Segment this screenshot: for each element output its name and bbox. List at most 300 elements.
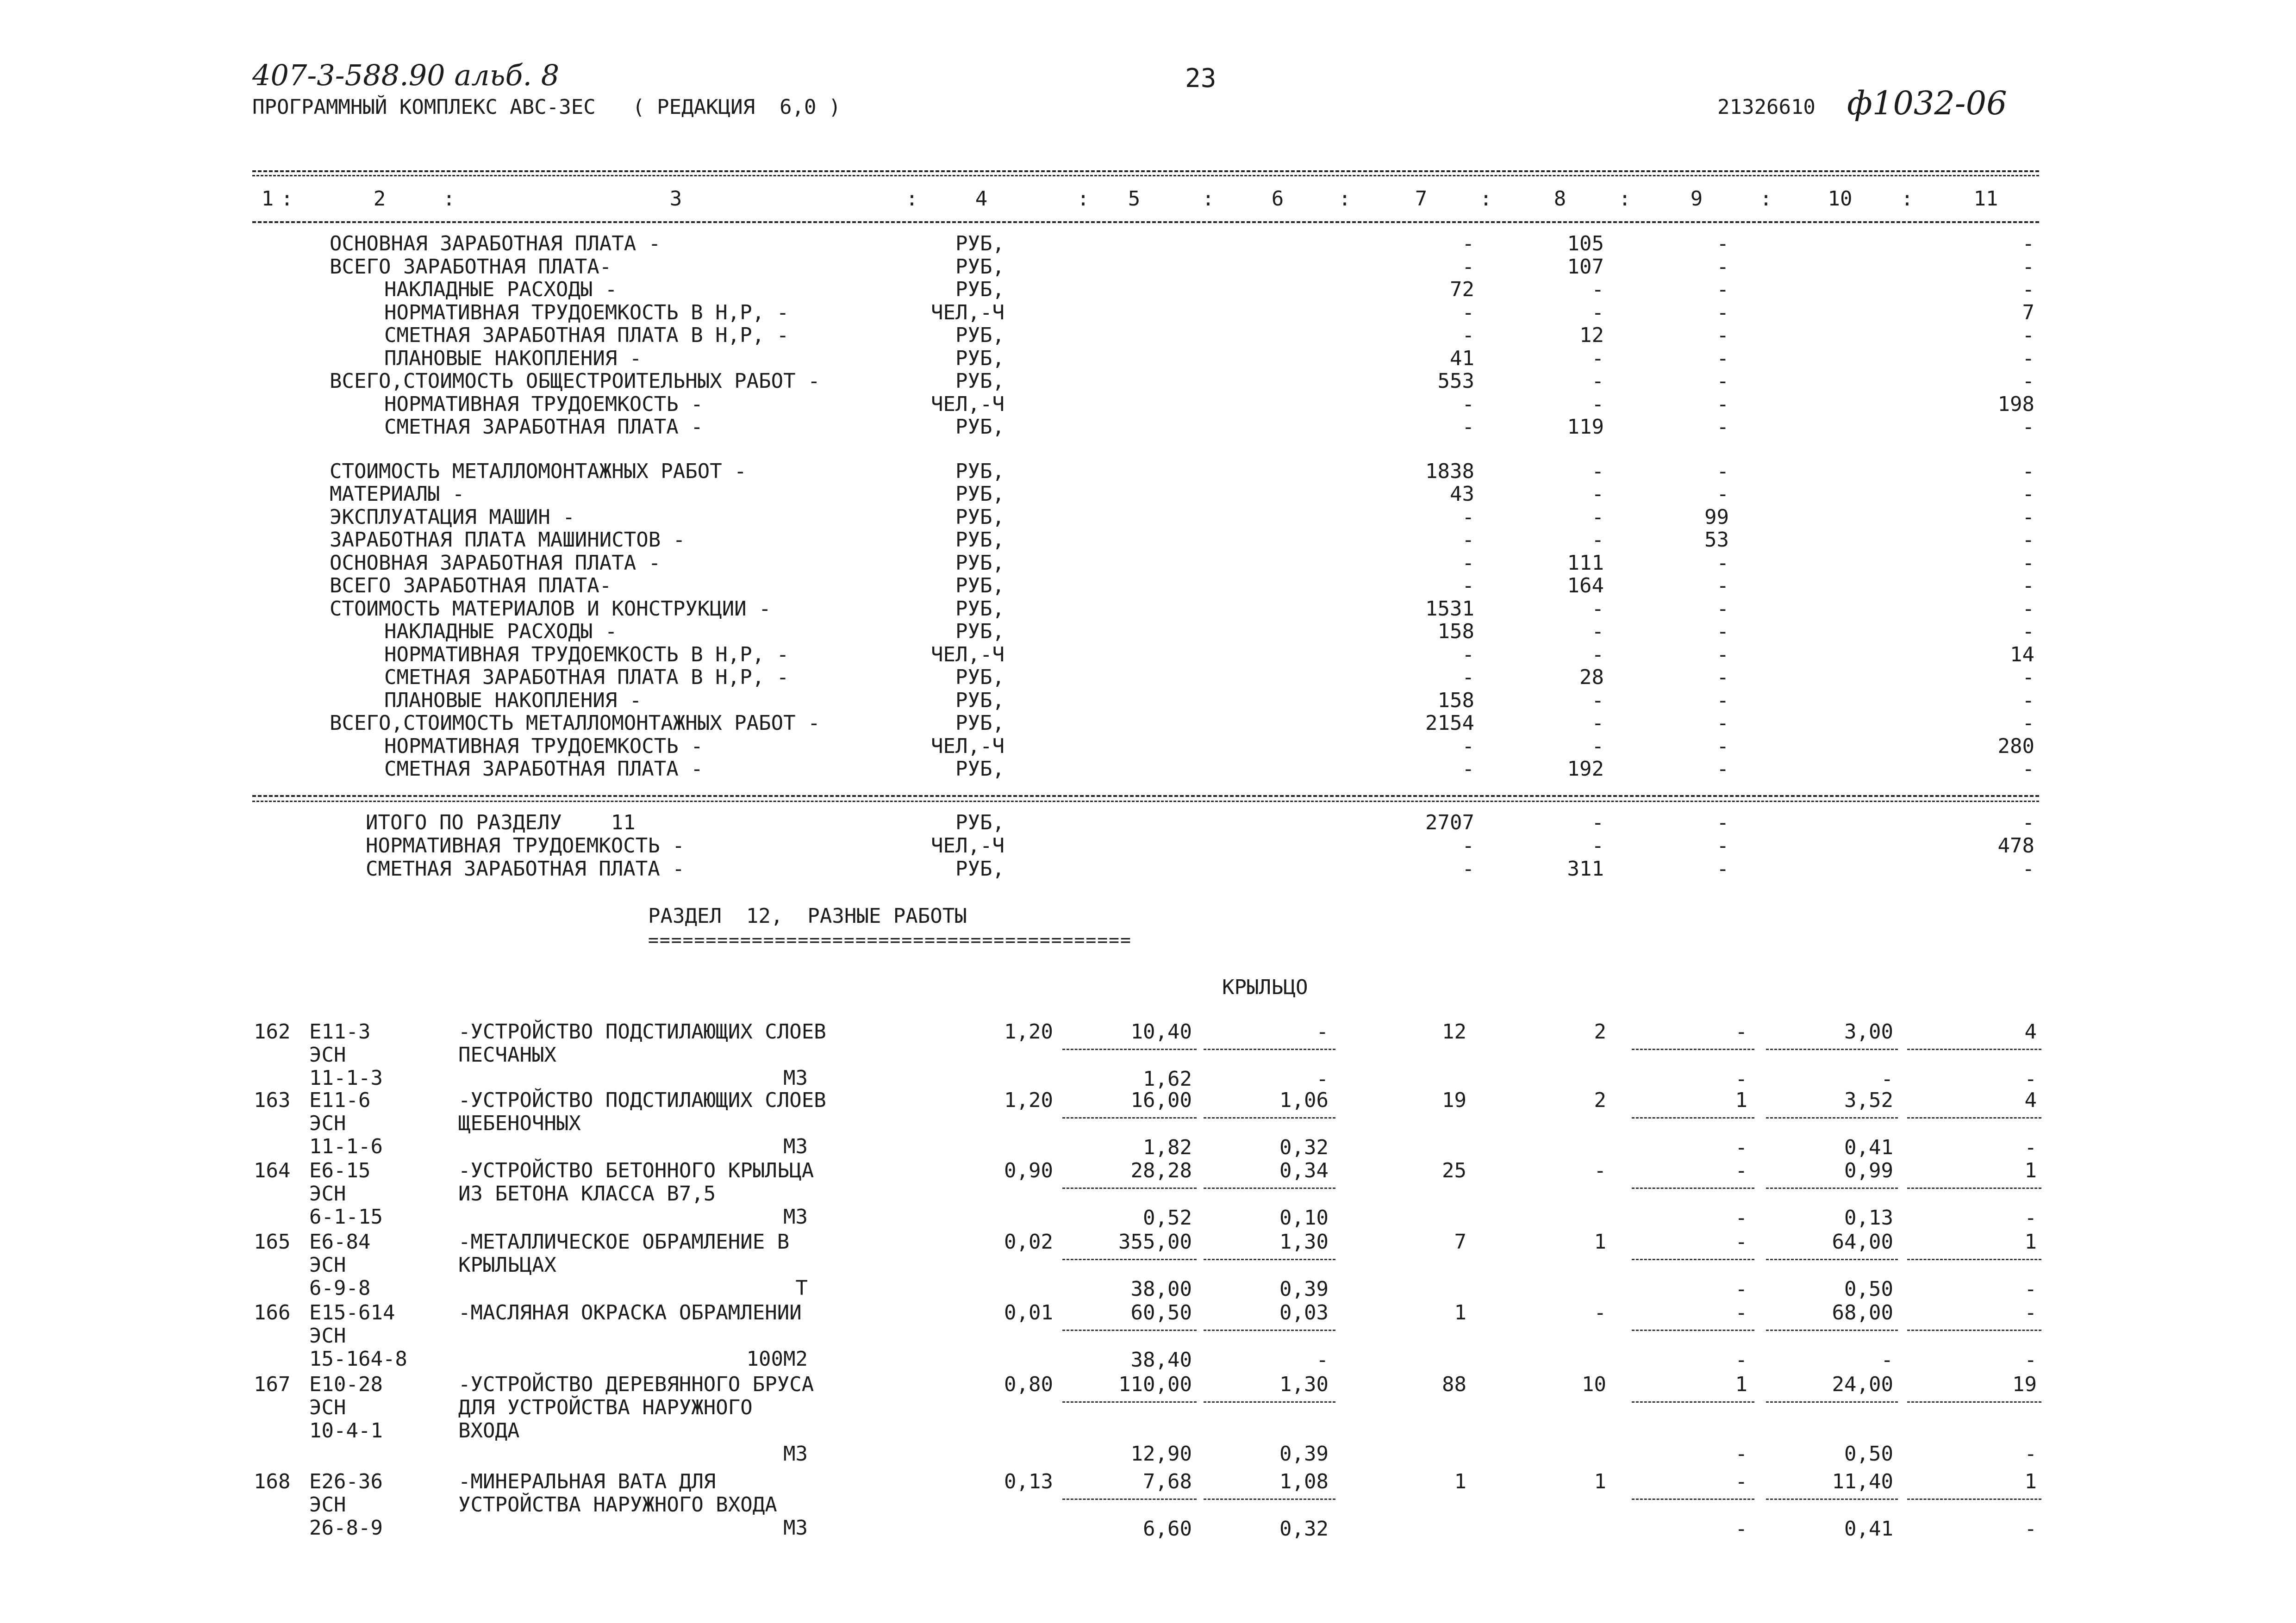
summary-col11: - (2022, 528, 2034, 552)
item-description-line: ЩЕБЕНОЧНЫХ (458, 1112, 581, 1135)
item-split-line (1204, 1259, 1335, 1260)
item-quantity: 0,90 (1004, 1159, 1053, 1182)
summary-col11: - (2022, 711, 2034, 735)
summary-col11: - (2022, 665, 2034, 689)
total-col7: - (1462, 857, 1474, 881)
summary-col9: - (1716, 665, 1729, 689)
summary-col11: - (2022, 323, 2034, 347)
item-split-line (1632, 1401, 1754, 1403)
summary-label: ЭКСПЛУАТАЦИЯ МАШИН - (330, 505, 575, 529)
summary-label: ОСНОВНАЯ ЗАРАБОТНАЯ ПЛАТА - (330, 551, 661, 575)
summary-label: НОРМАТИВНАЯ ТРУДОЕМКОСТЬ - (384, 392, 703, 416)
item-col10: 11,40 (1832, 1470, 1893, 1493)
subsection-title: КРЫЛЬЦО (1222, 976, 1308, 999)
summary-col8: - (1591, 528, 1604, 552)
column-header-3: 3 (669, 187, 682, 211)
summary-unit: РУБ, (955, 232, 1004, 255)
summary-label: ПЛАНОВЫЕ НАКОПЛЕНИЯ - (384, 688, 642, 712)
item-col11-sub: - (2024, 1442, 2037, 1466)
summary-col7: - (1462, 574, 1474, 597)
item-col9-sub: - (1735, 1277, 1747, 1301)
item-col9-sub: - (1735, 1348, 1747, 1372)
item-col6-price: - (1316, 1020, 1329, 1044)
item-col5-wage: 1,62 (1143, 1067, 1192, 1091)
item-col5-price: 355,00 (1118, 1230, 1192, 1254)
item-col11-sub: - (2024, 1277, 2037, 1301)
item-col9-sub: - (1735, 1517, 1747, 1541)
item-code-line: ЭСН (309, 1324, 346, 1348)
item-col7-total: 19 (1442, 1088, 1466, 1112)
item-split-line (1062, 1401, 1197, 1403)
summary-label: ВСЕГО,СТОИМОСТЬ ОБЩЕСТРОИТЕЛЬНЫХ РАБОТ - (330, 369, 820, 393)
item-col8: - (1594, 1301, 1606, 1325)
total-label: СМЕТНАЯ ЗАРАБОТНАЯ ПЛАТА - (366, 857, 685, 881)
item-col9: - (1735, 1230, 1747, 1254)
item-quantity: 0,01 (1004, 1301, 1053, 1325)
item-split-line (1907, 1188, 2041, 1189)
column-header-7: 7 (1415, 187, 1428, 211)
summary-unit: РУБ, (955, 597, 1004, 621)
summary-col8: - (1591, 597, 1604, 621)
summary-col7: - (1462, 665, 1474, 689)
item-split-line (1907, 1499, 2041, 1500)
document-code: 407-3-588.90 альб. 8 (252, 58, 560, 92)
summary-col8: 164 (1567, 574, 1604, 597)
header-rule-top2 (252, 175, 2039, 176)
item-col5-price: 16,00 (1130, 1088, 1192, 1112)
summary-col8: - (1591, 688, 1604, 712)
column-separator: : (905, 187, 918, 211)
item-split-line (1062, 1259, 1197, 1260)
summary-col8: - (1591, 459, 1604, 483)
total-col8: - (1591, 811, 1604, 834)
item-split-line (1062, 1188, 1197, 1189)
summary-col9: 99 (1704, 505, 1729, 529)
item-col10-sub: - (1881, 1348, 1893, 1372)
item-quantity: 0,13 (1004, 1470, 1053, 1493)
handwritten-stamp: ф1032-06 (1847, 84, 2007, 122)
summary-col8: - (1591, 620, 1604, 643)
item-split-line (1062, 1049, 1197, 1050)
item-code-line: ЭСН (309, 1396, 346, 1419)
summary-col7: 158 (1437, 688, 1474, 712)
summary-unit: РУБ, (955, 620, 1004, 643)
column-header-1: 1 (261, 187, 274, 211)
summary-label: СМЕТНАЯ ЗАРАБОТНАЯ ПЛАТА - (384, 757, 703, 781)
summary-col9: - (1716, 300, 1729, 324)
summary-col7: - (1462, 734, 1474, 758)
item-description-line: ИЗ БЕТОНА КЛАССА В7,5 (458, 1182, 716, 1206)
summary-col11: - (2022, 346, 2034, 370)
summary-col7: 43 (1450, 482, 1474, 506)
item-col10: 3,52 (1844, 1088, 1893, 1112)
item-col7-total: 25 (1442, 1159, 1466, 1182)
item-split-line (1766, 1259, 1898, 1260)
header-rule-bottom (252, 221, 2039, 223)
summary-col7: 41 (1450, 346, 1474, 370)
item-unit: 100М2 (746, 1347, 808, 1371)
summary-col11: - (2022, 255, 2034, 279)
summary-col11: - (2022, 574, 2034, 597)
item-col5-wage: 0,52 (1143, 1206, 1192, 1230)
summary-col11: - (2022, 597, 2034, 621)
column-header-8: 8 (1554, 187, 1566, 211)
item-number: 165 (254, 1230, 291, 1254)
summary-col11: 14 (2010, 642, 2034, 666)
item-number: 164 (254, 1159, 291, 1182)
item-number: 162 (254, 1020, 291, 1044)
summary-col11: - (2022, 620, 2034, 643)
summary-unit: РУБ, (955, 482, 1004, 506)
summary-label: СТОИМОСТЬ МАТЕРИАЛОВ И КОНСТРУКЦИИ - (330, 597, 771, 621)
summary-col7: 1531 (1425, 597, 1474, 621)
item-col9: - (1735, 1301, 1747, 1325)
item-col9-sub: - (1735, 1136, 1747, 1159)
item-col5-wage: 38,00 (1130, 1277, 1192, 1301)
summary-col8: - (1591, 278, 1604, 301)
summary-label: ОСНОВНАЯ ЗАРАБОТНАЯ ПЛАТА - (330, 232, 661, 255)
total-col9: - (1716, 811, 1729, 834)
summary-col8: - (1591, 711, 1604, 735)
item-col11: 1 (2024, 1470, 2037, 1493)
summary-label: ВСЕГО,СТОИМОСТЬ МЕТАЛЛОМОНТАЖНЫХ РАБОТ - (330, 711, 820, 735)
item-unit: М3 (783, 1516, 808, 1540)
summary-unit: ЧЕЛ,-Ч (931, 392, 1004, 416)
item-col8: 10 (1582, 1373, 1606, 1396)
column-separator: : (1077, 187, 1090, 211)
item-col6-price: 1,06 (1279, 1088, 1329, 1112)
item-col10: 3,00 (1844, 1020, 1893, 1044)
summary-col11: - (2022, 551, 2034, 575)
document-id: 21326610 (1717, 95, 1816, 119)
item-split-line (1204, 1117, 1335, 1119)
column-header-11: 11 (1973, 187, 1998, 211)
item-description-line: -МАСЛЯНАЯ ОКРАСКА ОБРАМЛЕНИИ (458, 1301, 802, 1325)
summary-col9: - (1716, 551, 1729, 575)
summary-label: СМЕТНАЯ ЗАРАБОТНАЯ ПЛАТА В Н,Р, - (384, 665, 789, 689)
summary-col9: 53 (1704, 528, 1729, 552)
item-code-line: Е15-614 (309, 1301, 395, 1325)
item-col7-total: 7 (1454, 1230, 1466, 1254)
summary-col9: - (1716, 642, 1729, 666)
column-separator: : (1901, 187, 1914, 211)
item-col11: 19 (2012, 1373, 2037, 1396)
item-col7-total: 1 (1454, 1470, 1466, 1493)
summary-col7: - (1462, 757, 1474, 781)
item-description-line: -МИНЕРАЛЬНАЯ ВАТА ДЛЯ (458, 1470, 716, 1493)
column-header-2: 2 (373, 187, 386, 211)
item-col9-sub: - (1735, 1442, 1747, 1466)
summary-unit: РУБ, (955, 459, 1004, 483)
item-col5-wage: 6,60 (1143, 1517, 1192, 1541)
summary-col8: - (1591, 482, 1604, 506)
summary-col9: - (1716, 620, 1729, 643)
summary-col8: 105 (1567, 232, 1604, 255)
item-col11-sub: - (2024, 1136, 2037, 1159)
page-number: 23 (1185, 63, 1217, 93)
summary-unit: ЧЕЛ,-Ч (931, 734, 1004, 758)
summary-label: СМЕТНАЯ ЗАРАБОТНАЯ ПЛАТА В Н,Р, - (384, 323, 789, 347)
summary-col8: - (1591, 642, 1604, 666)
item-col5-wage: 1,82 (1143, 1136, 1192, 1159)
column-separator: : (281, 187, 293, 211)
item-quantity: 0,02 (1004, 1230, 1053, 1254)
summary-label: НОРМАТИВНАЯ ТРУДОЕМКОСТЬ - (384, 734, 703, 758)
item-code-line: 6-9-8 (309, 1276, 371, 1300)
item-unit: М3 (783, 1442, 808, 1466)
total-unit: ЧЕЛ,-Ч (931, 834, 1004, 858)
item-code-line: Е11-6 (309, 1088, 371, 1112)
summary-col9: - (1716, 415, 1729, 439)
item-col7-total: 1 (1454, 1301, 1466, 1325)
total-col11: - (2022, 857, 2034, 881)
summary-col8: 192 (1567, 757, 1604, 781)
item-col5-wage: 12,90 (1130, 1442, 1192, 1466)
section-title: РАЗДЕЛ 12, РАЗНЫЕ РАБОТЫ (648, 904, 967, 928)
item-split-line (1062, 1117, 1197, 1119)
summary-unit: РУБ, (955, 278, 1004, 301)
summary-col9: - (1716, 323, 1729, 347)
total-col7: - (1462, 834, 1474, 858)
total-unit: РУБ, (955, 811, 1004, 834)
summary-label: НАКЛАДНЫЕ РАСХОДЫ - (384, 278, 618, 301)
item-col9: 1 (1735, 1373, 1747, 1396)
summary-col8: - (1591, 505, 1604, 529)
item-description-line: -УСТРОЙСТВО ДЕРЕВЯННОГО БРУСА (458, 1373, 814, 1396)
item-split-line (1766, 1401, 1898, 1403)
item-col9: - (1735, 1159, 1747, 1182)
item-description-line: -УСТРОЙСТВО ПОДСТИЛАЮЩИХ СЛОЕВ (458, 1020, 826, 1044)
item-split-line (1632, 1259, 1754, 1260)
item-col11-sub: - (2024, 1067, 2037, 1091)
item-split-line (1766, 1117, 1898, 1119)
item-code-line: 15-164-8 (309, 1347, 407, 1371)
item-col11-sub: - (2024, 1348, 2037, 1372)
column-header-5: 5 (1128, 187, 1141, 211)
item-split-line (1766, 1499, 1898, 1500)
summary-label: СТОИМОСТЬ МЕТАЛЛОМОНТАЖНЫХ РАБОТ - (330, 459, 747, 483)
item-unit: М3 (783, 1066, 808, 1090)
item-unit: М3 (783, 1205, 808, 1229)
item-col7-total: 88 (1442, 1373, 1466, 1396)
summary-unit: РУБ, (955, 255, 1004, 279)
item-description-line: -УСТРОЙСТВО ПОДСТИЛАЮЩИХ СЛОЕВ (458, 1088, 826, 1112)
item-col10-sub: - (1881, 1067, 1893, 1091)
item-code-line: ЭСН (309, 1253, 346, 1277)
summary-col7: - (1462, 300, 1474, 324)
summary-col7: 553 (1437, 369, 1474, 393)
item-unit: Т (795, 1276, 808, 1300)
summary-label: ВСЕГО ЗАРАБОТНАЯ ПЛАТА- (330, 255, 612, 279)
summary-label: ВСЕГО ЗАРАБОТНАЯ ПЛАТА- (330, 574, 612, 597)
item-description-line: ДЛЯ УСТРОЙСТВА НАРУЖНОГО (458, 1396, 753, 1419)
item-col6-price: 1,30 (1279, 1230, 1329, 1254)
total-col9: - (1716, 834, 1729, 858)
item-col11: 4 (2024, 1020, 2037, 1044)
summary-col11: - (2022, 688, 2034, 712)
item-split-line (1204, 1499, 1335, 1500)
item-quantity: 0,80 (1004, 1373, 1053, 1396)
summary-col8: - (1591, 392, 1604, 416)
summary-label: НОРМАТИВНАЯ ТРУДОЕМКОСТЬ В Н,Р, - (384, 642, 789, 666)
item-split-line (1632, 1117, 1754, 1119)
section-title-underline: ========================================== (648, 930, 1132, 950)
item-col10: 68,00 (1832, 1301, 1893, 1325)
summary-col9: - (1716, 597, 1729, 621)
summary-col11: 280 (1997, 734, 2034, 758)
item-description-line: УСТРОЙСТВА НАРУЖНОГО ВХОДА (458, 1493, 777, 1517)
item-col6-wage: 0,39 (1279, 1442, 1329, 1466)
item-split-line (1204, 1188, 1335, 1189)
item-number: 168 (254, 1470, 291, 1493)
item-code-line: ЭСН (309, 1182, 346, 1206)
item-split-line (1907, 1259, 2041, 1260)
column-header-9: 9 (1690, 187, 1703, 211)
item-col10: 24,00 (1832, 1373, 1893, 1396)
summary-unit: РУБ, (955, 574, 1004, 597)
summary-col9: - (1716, 482, 1729, 506)
summary-unit: РУБ, (955, 415, 1004, 439)
summary-label: НАКЛАДНЫЕ РАСХОДЫ - (384, 620, 618, 643)
summary-col11: 7 (2022, 300, 2034, 324)
item-split-line (1907, 1049, 2041, 1050)
summary-col7: - (1462, 642, 1474, 666)
item-split-line (1204, 1330, 1335, 1331)
summary-unit: РУБ, (955, 551, 1004, 575)
summary-unit: РУБ, (955, 323, 1004, 347)
item-col10: 64,00 (1832, 1230, 1893, 1254)
item-col9: - (1735, 1020, 1747, 1044)
item-description-line: -МЕТАЛЛИЧЕСКОЕ ОБРАМЛЕНИЕ В (458, 1230, 790, 1254)
summary-col9: - (1716, 734, 1729, 758)
total-col11: 478 (1997, 834, 2034, 858)
item-col5-wage: 38,40 (1130, 1348, 1192, 1372)
item-col8: 2 (1594, 1020, 1606, 1044)
item-col9-sub: - (1735, 1067, 1747, 1091)
summary-col8: - (1591, 369, 1604, 393)
summary-col11: - (2022, 415, 2034, 439)
item-col11-sub: - (2024, 1206, 2037, 1230)
summary-col11: 198 (1997, 392, 2034, 416)
summary-col8: - (1591, 300, 1604, 324)
item-col6-price: 1,08 (1279, 1470, 1329, 1493)
item-col8: 1 (1594, 1470, 1606, 1493)
item-split-line (1907, 1401, 2041, 1403)
summary-col11: - (2022, 757, 2034, 781)
item-col8: 1 (1594, 1230, 1606, 1254)
program-line: ПРОГРАММНЫЙ КОМПЛЕКС АВС-3ЕС ( РЕДАКЦИЯ 6,0 ) (252, 95, 841, 119)
summary-col11: - (2022, 459, 2034, 483)
summary-col8: 107 (1567, 255, 1604, 279)
summary-col7: 72 (1450, 278, 1474, 301)
summary-label: ЗАРАБОТНАЯ ПЛАТА МАШИНИСТОВ - (330, 528, 686, 552)
item-col10-sub: 0,50 (1844, 1442, 1893, 1466)
summary-col8: - (1591, 734, 1604, 758)
item-col10-sub: 0,41 (1844, 1136, 1893, 1159)
summary-col8: 12 (1579, 323, 1604, 347)
item-col7-total: 12 (1442, 1020, 1466, 1044)
item-code-line: 11-1-6 (309, 1135, 383, 1158)
summary-unit: РУБ, (955, 688, 1004, 712)
item-split-line (1907, 1117, 2041, 1119)
summary-col8: - (1591, 346, 1604, 370)
total-label: ИТОГО ПО РАЗДЕЛУ 11 (366, 811, 636, 834)
item-split-line (1766, 1330, 1898, 1331)
summary-unit: РУБ, (955, 528, 1004, 552)
total-col9: - (1716, 857, 1729, 881)
summary-col7: - (1462, 323, 1474, 347)
item-col11: - (2024, 1301, 2037, 1325)
summary-col7: - (1462, 232, 1474, 255)
column-separator: : (443, 187, 455, 211)
summary-col9: - (1716, 369, 1729, 393)
summary-col9: - (1716, 459, 1729, 483)
summary-unit: РУБ, (955, 711, 1004, 735)
item-col6-wage: - (1316, 1348, 1329, 1372)
item-number: 166 (254, 1301, 291, 1325)
summary-col9: - (1716, 574, 1729, 597)
column-separator: : (1202, 187, 1215, 211)
column-separator: : (1618, 187, 1631, 211)
item-col6-wage: 0,39 (1279, 1277, 1329, 1301)
summary-col9: - (1716, 346, 1729, 370)
summary-unit: РУБ, (955, 505, 1004, 529)
item-code-line: ЭСН (309, 1043, 346, 1067)
item-col5-price: 60,50 (1130, 1301, 1192, 1325)
summary-col7: 2154 (1425, 711, 1474, 735)
item-code-line: Е6-15 (309, 1159, 371, 1182)
item-col11: 1 (2024, 1230, 2037, 1254)
item-split-line (1632, 1499, 1754, 1500)
summary-col9: - (1716, 278, 1729, 301)
summary-label: ПЛАНОВЫЕ НАКОПЛЕНИЯ - (384, 346, 642, 370)
summary-col7: - (1462, 528, 1474, 552)
item-col10-sub: 0,41 (1844, 1517, 1893, 1541)
summary-col7: - (1462, 392, 1474, 416)
summary-unit: РУБ, (955, 346, 1004, 370)
item-quantity: 1,20 (1004, 1088, 1053, 1112)
item-col6-wage: 0,32 (1279, 1517, 1329, 1541)
summary-col9: - (1716, 392, 1729, 416)
summary-unit: ЧЕЛ,-Ч (931, 642, 1004, 666)
total-col8: 311 (1567, 857, 1604, 881)
summary-col7: - (1462, 551, 1474, 575)
summary-col9: - (1716, 688, 1729, 712)
section-total-rule (252, 795, 2039, 797)
item-col8: - (1594, 1159, 1606, 1182)
item-code-line: 10-4-1 (309, 1419, 383, 1443)
header-rule-top (252, 170, 2039, 172)
item-description-line: -УСТРОЙСТВО БЕТОННОГО КРЫЛЬЦА (458, 1159, 814, 1182)
summary-label: МАТЕРИАЛЫ - (330, 482, 465, 506)
summary-col7: 158 (1437, 620, 1474, 643)
item-split-line (1766, 1049, 1898, 1050)
summary-col9: - (1716, 232, 1729, 255)
summary-col7: - (1462, 415, 1474, 439)
item-col6-price: 0,03 (1279, 1301, 1329, 1325)
summary-unit: РУБ, (955, 369, 1004, 393)
summary-col11: - (2022, 232, 2034, 255)
column-separator: : (1338, 187, 1351, 211)
item-split-line (1632, 1330, 1754, 1331)
total-unit: РУБ, (955, 857, 1004, 881)
summary-col11: - (2022, 482, 2034, 506)
item-quantity: 1,20 (1004, 1020, 1053, 1044)
item-number: 167 (254, 1373, 291, 1396)
item-description-line: ПЕСЧАНЫХ (458, 1043, 556, 1067)
summary-unit: РУБ, (955, 665, 1004, 689)
item-col6-price: 0,34 (1279, 1159, 1329, 1182)
